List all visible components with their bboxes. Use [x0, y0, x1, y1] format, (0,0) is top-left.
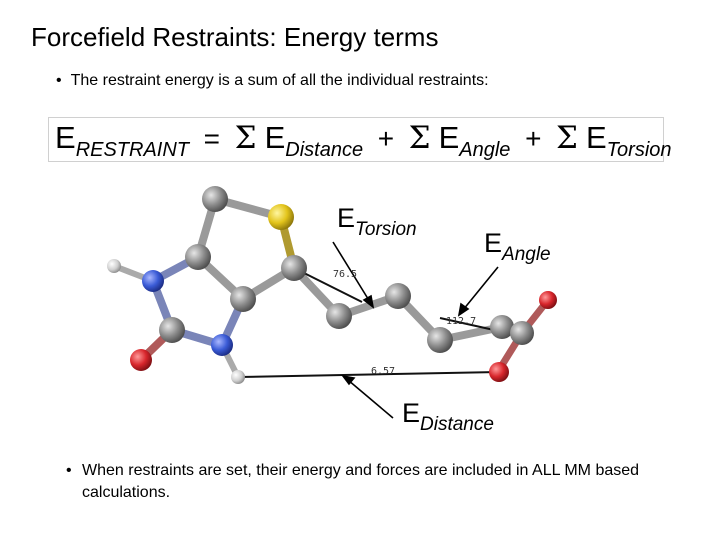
oxygen-atom: [130, 349, 152, 371]
lhs-symbol: E: [55, 120, 76, 155]
oxygen-atom: [489, 362, 509, 382]
bullet-text: The restraint energy is a sum of all the individual restraints:: [70, 72, 489, 89]
angle-measurement: 112.7: [446, 316, 477, 327]
carbon-atom: [385, 283, 411, 309]
distance-measurement: 6.57: [371, 366, 396, 377]
carbon-atom: [281, 255, 307, 281]
angle-label-symbol: E: [484, 228, 503, 258]
carbon-atom: [326, 303, 352, 329]
distance-label-symbol: E: [402, 398, 421, 428]
carbon-atom: [202, 186, 228, 212]
carbon-atom: [427, 327, 453, 353]
nitrogen-atom: [142, 270, 164, 292]
distance-label-subscript: Distance: [420, 414, 494, 435]
sulfur-atom: [268, 204, 294, 230]
carbon-atom: [510, 321, 534, 345]
angle-label: [484, 228, 551, 265]
hydrogen-atom: [107, 259, 121, 273]
term-torsion-subscript: Torsion: [606, 139, 672, 161]
torsion-label: [337, 203, 417, 240]
bullet-marker: •: [56, 72, 62, 89]
bullet-restraints-note: [66, 460, 666, 504]
term-distance-subscript: Distance: [285, 139, 364, 161]
sigma-symbol: Σ: [408, 120, 431, 156]
hydrogen-atom: [231, 370, 245, 384]
torsion-label-symbol: E: [337, 203, 356, 233]
atoms: [107, 186, 557, 384]
carbon-atom: [230, 286, 256, 312]
slide-title: Forcefield Restraints: Energy terms: [31, 22, 439, 52]
bonds: [114, 199, 548, 377]
bullet-marker: •: [66, 462, 72, 479]
angle-arrow: [463, 267, 498, 310]
carbon-atom: [159, 317, 185, 343]
plus-sign: +: [377, 123, 395, 154]
sigma-symbol: Σ: [556, 120, 578, 156]
oxygen-atom: [539, 291, 557, 309]
carbon-atom: [185, 244, 211, 270]
lhs-subscript: RESTRAINT: [75, 139, 190, 161]
term-angle-subscript: Angle: [459, 139, 511, 161]
distance-restraint-line: [239, 372, 499, 377]
nitrogen-atom: [211, 334, 233, 356]
term-torsion-symbol: E: [585, 120, 607, 155]
torsion-label-subscript: Torsion: [355, 219, 417, 240]
equals-sign: =: [203, 123, 221, 154]
torsion-measurement: 76.5: [333, 269, 358, 280]
sigma-symbol: Σ: [234, 120, 257, 156]
plus-sign: +: [525, 123, 542, 154]
term-distance-symbol: E: [264, 120, 286, 155]
term-angle-symbol: E: [438, 120, 460, 155]
distance-arrow: [348, 380, 393, 418]
angle-label-subscript: Angle: [502, 244, 551, 265]
bullet-text: When restraints are set, their energy and forces are included in ALL MM based calculations.: [82, 462, 640, 501]
distance-label: [402, 398, 494, 435]
